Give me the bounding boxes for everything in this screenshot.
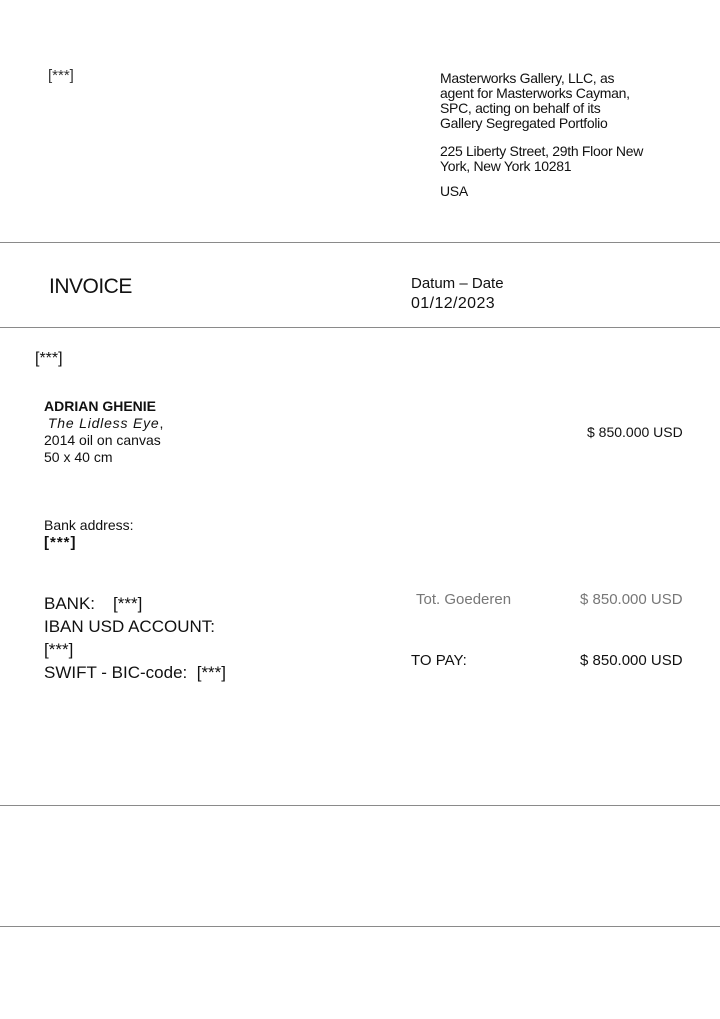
footer-divider-top	[0, 805, 720, 806]
recipient-name-line: agent for Masterworks Cayman,	[440, 85, 630, 101]
swift-line	[44, 661, 226, 684]
iban-label: IBAN USD ACCOUNT:	[44, 617, 215, 636]
subtotal-value: $ 850.000 USD	[580, 591, 683, 608]
bank-value: [***]	[113, 594, 143, 613]
header-divider	[0, 242, 720, 243]
bank-address-value: [***]	[44, 534, 77, 551]
recipient-name-line: Gallery Segregated Portfolio	[440, 115, 608, 131]
item-description: 2014 oil on canvas	[44, 432, 161, 448]
bank-label: BANK:	[44, 594, 96, 613]
item-title: The Lidless Eye	[47, 415, 160, 431]
recipient-address	[440, 144, 680, 174]
topay-value: $ 850.000 USD	[580, 652, 683, 669]
recipient-name-line: Masterworks Gallery, LLC, as	[440, 70, 615, 86]
bank-address-label: Bank address:	[44, 517, 134, 533]
recipient-block	[440, 71, 680, 199]
line-item	[44, 398, 163, 466]
item-dimensions: 50 x 40 cm	[44, 449, 113, 465]
bank-line	[44, 592, 226, 615]
recipient-country: USA	[440, 183, 468, 199]
subtotal-label: Tot. Goederen	[416, 591, 512, 608]
swift-value: [***]	[196, 663, 227, 682]
item-price: $ 850.000 USD	[587, 424, 683, 440]
client-placeholder: [***]	[35, 350, 63, 367]
recipient-address-line: York, New York 10281	[440, 158, 572, 174]
invoice-title: INVOICE	[49, 275, 132, 298]
item-title-suffix: ,	[159, 415, 164, 431]
title-divider	[0, 327, 720, 328]
recipient-address-line: 225 Liberty Street, 29th Floor New	[440, 143, 644, 159]
iban-value: [***]	[44, 640, 74, 659]
item-artist: ADRIAN GHENIE	[44, 398, 157, 414]
footer-divider-bottom	[0, 926, 720, 927]
topay-label: TO PAY:	[411, 652, 467, 669]
bank-address-block	[44, 516, 134, 552]
recipient-name	[440, 71, 680, 131]
swift-label: SWIFT - BIC-code:	[44, 663, 188, 682]
sender-placeholder: [***]	[48, 67, 74, 84]
date-value: 01/12/2023	[411, 295, 496, 312]
item-title-line	[44, 415, 163, 432]
bank-details	[44, 592, 226, 684]
date-label: Datum – Date	[411, 275, 504, 292]
recipient-name-line: SPC, acting on behalf of its	[440, 100, 601, 116]
